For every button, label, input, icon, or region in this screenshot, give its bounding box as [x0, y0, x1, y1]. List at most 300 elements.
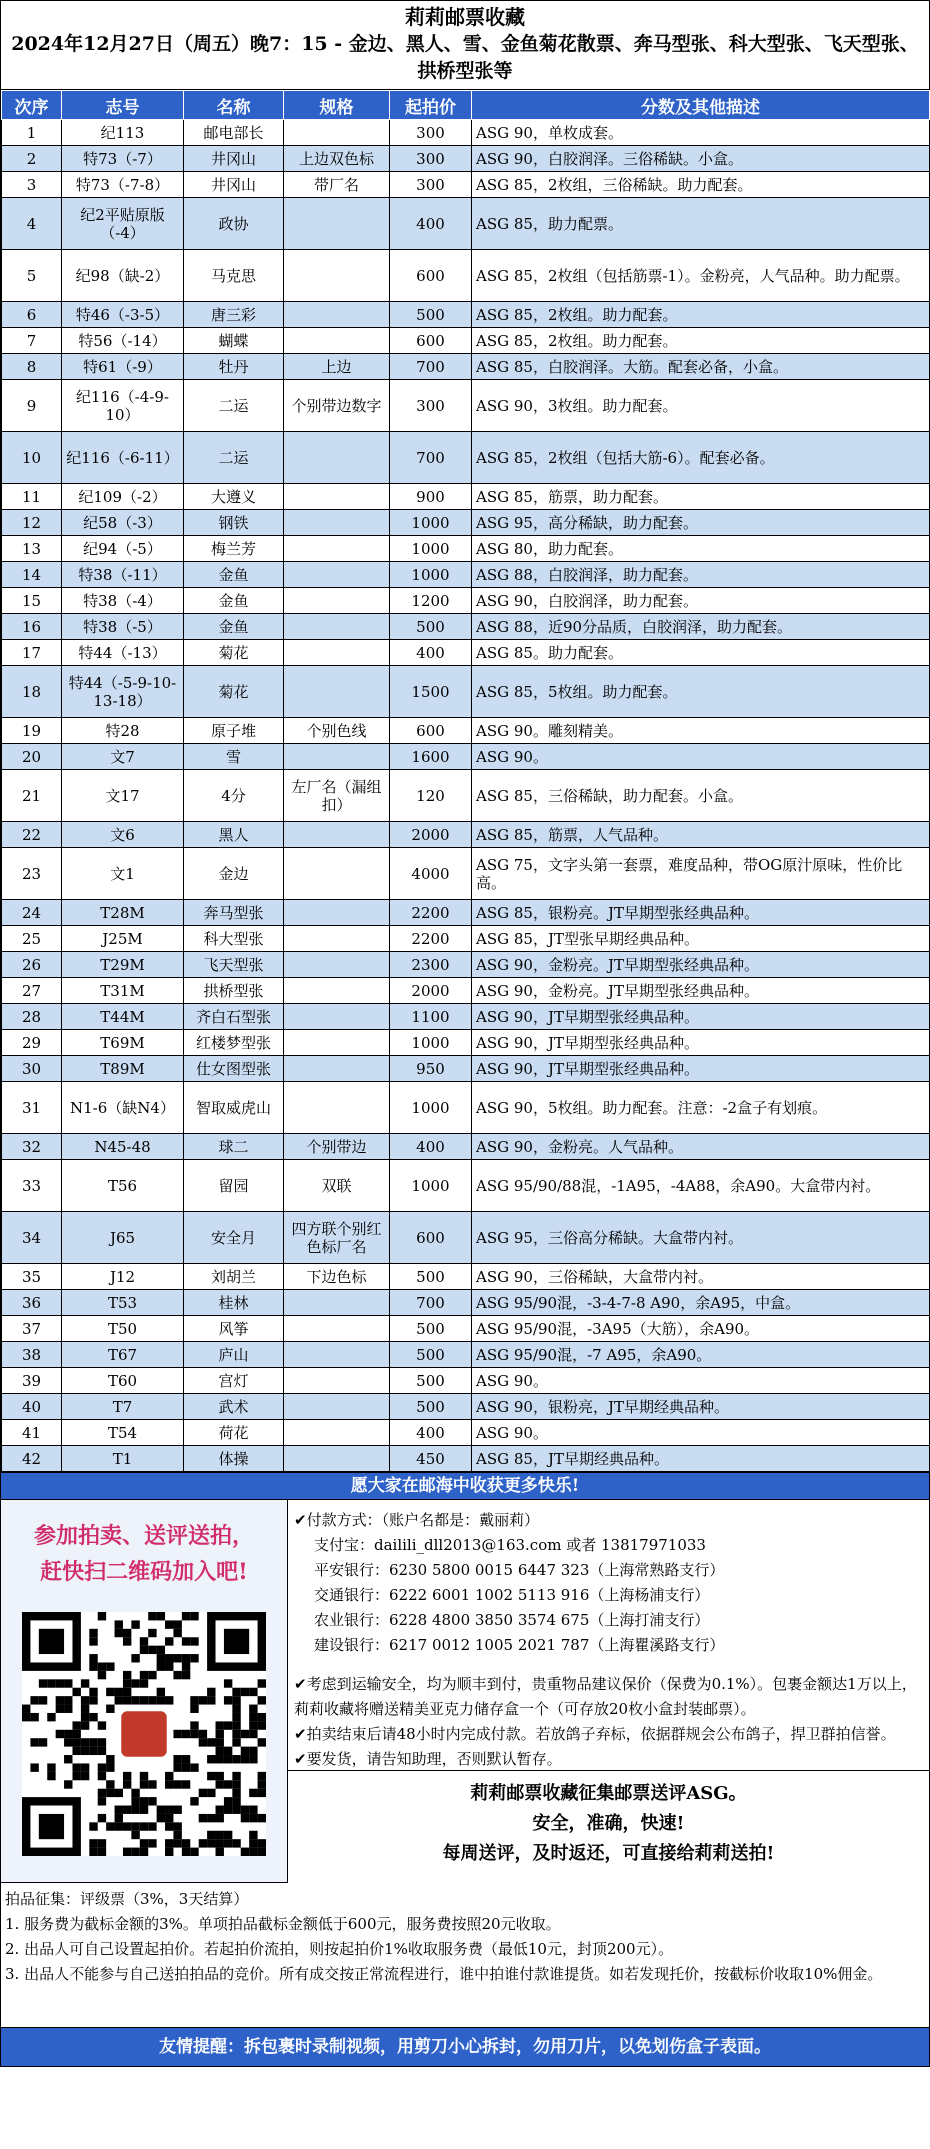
promo-line-1: 参加拍卖、送评送拍， [33, 1523, 254, 1549]
stamp-name: 黑人 [184, 822, 284, 848]
lot-description: ASG 85，5枚组。助力配套。 [472, 666, 930, 718]
stamp-code: J25M [62, 926, 184, 952]
qr-code-icon[interactable] [22, 1612, 266, 1856]
col-header-code: 志号 [62, 91, 184, 120]
lot-description: ASG 90，三俗稀缺，大盒带内衬。 [472, 1264, 930, 1290]
lot-description: ASG 85，筋票，人气品种。 [472, 822, 930, 848]
stamp-code: N1-6（缺N4） [62, 1082, 184, 1134]
stamp-code: 特38（-11） [62, 562, 184, 588]
table-row [2, 1290, 930, 1316]
start-price: 600 [390, 250, 472, 302]
table-header-row [2, 91, 930, 120]
lot-number: 28 [2, 1004, 62, 1030]
stamp-code: 特38（-4） [62, 588, 184, 614]
lot-number: 18 [2, 666, 62, 718]
stamp-code: 特61（-9） [62, 354, 184, 380]
stamp-name: 金鱼 [184, 588, 284, 614]
stamp-name: 齐白石型张 [184, 1004, 284, 1030]
stamp-spec [284, 1030, 390, 1056]
stamp-code: 特28 [62, 718, 184, 744]
table-row [2, 822, 930, 848]
alipay-line: 支付宝：dailili_dll2013@163.com 或者 13817971033 [314, 1536, 706, 1554]
stamp-code: T89M [62, 1056, 184, 1082]
table-row [2, 302, 930, 328]
table-row [2, 1446, 930, 1472]
stamp-spec [284, 1004, 390, 1030]
lot-description: ASG 90，金粉亮。JT早期型张经典品种。 [472, 978, 930, 1004]
table-row [2, 1212, 930, 1264]
table-row [2, 640, 930, 666]
stamp-code: T50 [62, 1316, 184, 1342]
stamp-spec: 左厂名（漏组扣） [284, 770, 390, 822]
lot-table-body [2, 120, 930, 1472]
slogan-line-2: 安全，准确，快速! [532, 1813, 685, 1834]
lot-number: 2 [2, 146, 62, 172]
stamp-name: 牡丹 [184, 354, 284, 380]
lot-number: 41 [2, 1420, 62, 1446]
start-price: 1600 [390, 744, 472, 770]
stamp-name: 原子堆 [184, 718, 284, 744]
table-row [2, 1004, 930, 1030]
payment-deadline-note: ✔拍卖结束后请48小时内完成付款。若放鸽子弃标，依据群规会公布鸽子，捍卫群拍信誉。 [294, 1725, 896, 1743]
stamp-name: 金边 [184, 848, 284, 900]
table-row [2, 1030, 930, 1056]
lot-number: 6 [2, 302, 62, 328]
stamp-name: 金鱼 [184, 614, 284, 640]
start-price: 300 [390, 120, 472, 146]
stamp-name: 4分 [184, 770, 284, 822]
lot-description: ASG 85，JT型张早期经典品种。 [472, 926, 930, 952]
stamp-code: 纪98（缺-2） [62, 250, 184, 302]
lot-description: ASG 90，白胶润泽。三俗稀缺。小盒。 [472, 146, 930, 172]
lot-number: 24 [2, 900, 62, 926]
table-row [2, 536, 930, 562]
start-price: 500 [390, 614, 472, 640]
bank-line: 建设银行：6217 0012 1005 2021 787（上海瞿溪路支行） [314, 1636, 725, 1654]
stamp-spec: 个别色线 [284, 718, 390, 744]
lot-description: ASG 90。 [472, 1368, 930, 1394]
start-price: 1200 [390, 588, 472, 614]
stamp-name: 红楼梦型张 [184, 1030, 284, 1056]
lot-description: ASG 95/90混，-7 A95，余A90。 [472, 1342, 930, 1368]
table-row [2, 328, 930, 354]
stamp-spec [284, 640, 390, 666]
stamp-spec: 个别带边 [284, 1134, 390, 1160]
stamp-spec [284, 926, 390, 952]
stamp-code: 文1 [62, 848, 184, 900]
lot-number: 39 [2, 1368, 62, 1394]
lot-description: ASG 90，金粉亮。JT早期型张经典品种。 [472, 952, 930, 978]
stamp-spec [284, 510, 390, 536]
col-header-name: 名称 [184, 91, 284, 120]
stamp-name: 体操 [184, 1446, 284, 1472]
lot-number: 38 [2, 1342, 62, 1368]
lot-number: 26 [2, 952, 62, 978]
lot-description: ASG 95，三俗高分稀缺。大盒带内衬。 [472, 1212, 930, 1264]
stamp-code: 特73（-7-8） [62, 172, 184, 198]
lot-number: 37 [2, 1316, 62, 1342]
stamp-code: 文17 [62, 770, 184, 822]
stamp-code: T31M [62, 978, 184, 1004]
start-price: 1500 [390, 666, 472, 718]
stamp-code: 特73（-7） [62, 146, 184, 172]
lot-number: 19 [2, 718, 62, 744]
stamp-spec [284, 1420, 390, 1446]
lot-description: ASG 85，2枚组（包括大筋-6）。配套必备。 [472, 432, 930, 484]
promo-panel [1, 1500, 288, 1882]
stamp-spec [284, 588, 390, 614]
lot-number: 4 [2, 198, 62, 250]
lot-number: 16 [2, 614, 62, 640]
stamp-code: T67 [62, 1342, 184, 1368]
table-row [2, 744, 930, 770]
lot-description: ASG 90，白胶润泽，助力配套。 [472, 588, 930, 614]
page-subtitle: 2024年12月27日（周五）晚7：15 - 金边、黑人、雪、金鱼菊花散票、奔马型张、科大型张、飞天型张、拱桥型张等 [11, 33, 919, 82]
bank-line: 平安银行：6230 5800 0015 6447 323（上海常熟路支行） [314, 1561, 725, 1579]
stamp-name: 雪 [184, 744, 284, 770]
stamp-name: 留园 [184, 1160, 284, 1212]
stamp-name: 风筝 [184, 1316, 284, 1342]
table-row [2, 978, 930, 1004]
info-section [1, 1499, 929, 1882]
lot-description: ASG 90，JT早期型张经典品种。 [472, 1004, 930, 1030]
wish-banner: 愿大家在邮海中收获更多快乐! [1, 1472, 929, 1499]
lot-description: ASG 75，文字头第一套票，难度品种，带OG原汁原味，性价比高。 [472, 848, 930, 900]
lot-number: 32 [2, 1134, 62, 1160]
lot-number: 14 [2, 562, 62, 588]
lot-description: ASG 90，3枚组。助力配套。 [472, 380, 930, 432]
table-row [2, 172, 930, 198]
start-price: 2000 [390, 822, 472, 848]
friendly-reminder: 友情提醒：拆包裹时录制视频，用剪刀小心拆封，勿用刀片，以免划伤盒子表面。 [1, 2027, 929, 2066]
stamp-name: 桂林 [184, 1290, 284, 1316]
col-header-desc: 分数及其他描述 [472, 91, 930, 120]
start-price: 2200 [390, 900, 472, 926]
stamp-name: 政协 [184, 198, 284, 250]
shipping-note: ✔考虑到运输安全，均为顺丰到付，贵重物品建议保价（保费为0.1%）。包裹金额达1万以上，莉莉收藏将赠送精美亚克力储存盒一个（可存放20枚小盒封装邮票）。 [294, 1675, 917, 1718]
start-price: 500 [390, 302, 472, 328]
stamp-code: T56 [62, 1160, 184, 1212]
stamp-code: T29M [62, 952, 184, 978]
lot-number: 22 [2, 822, 62, 848]
lot-number: 12 [2, 510, 62, 536]
stamp-spec [284, 120, 390, 146]
start-price: 4000 [390, 848, 472, 900]
lot-description: ASG 95/90/88混，-1A95，-4A88，余A90。大盒带内衬。 [472, 1160, 930, 1212]
stamp-name: 智取威虎山 [184, 1082, 284, 1134]
stamp-code: 纪116（-6-11） [62, 432, 184, 484]
start-price: 2300 [390, 952, 472, 978]
stamp-name: 刘胡兰 [184, 1264, 284, 1290]
lot-description: ASG 85，助力配票。 [472, 198, 930, 250]
lot-description: ASG 90，金粉亮。人气品种。 [472, 1134, 930, 1160]
stamp-spec [284, 1290, 390, 1316]
col-header-no: 次序 [2, 91, 62, 120]
stamp-name: 菊花 [184, 640, 284, 666]
stamp-spec [284, 250, 390, 302]
start-price: 400 [390, 640, 472, 666]
start-price: 500 [390, 1368, 472, 1394]
sheet-header [1, 1, 929, 90]
lot-description: ASG 85。助力配套。 [472, 640, 930, 666]
lot-description: ASG 90，5枚组。助力配套。注意：-2盒子有划痕。 [472, 1082, 930, 1134]
lot-description: ASG 85，银粉亮。JT早期型张经典品种。 [472, 900, 930, 926]
stamp-code: 纪109（-2） [62, 484, 184, 510]
table-row [2, 1316, 930, 1342]
lot-number: 30 [2, 1056, 62, 1082]
lot-number: 21 [2, 770, 62, 822]
stamp-code: 纪113 [62, 120, 184, 146]
stamp-spec [284, 536, 390, 562]
stamp-name: 二运 [184, 432, 284, 484]
table-row [2, 588, 930, 614]
table-row [2, 484, 930, 510]
stamp-code: T28M [62, 900, 184, 926]
stamp-name: 井冈山 [184, 146, 284, 172]
stamp-code: N45-48 [62, 1134, 184, 1160]
lot-description: ASG 90，银粉亮，JT早期经典品种。 [472, 1394, 930, 1420]
stamp-spec [284, 666, 390, 718]
promo-text [1, 1500, 287, 1590]
stamp-code: 纪116（-4-9-10） [62, 380, 184, 432]
start-price: 500 [390, 1316, 472, 1342]
table-row [2, 432, 930, 484]
stamp-name: 马克思 [184, 250, 284, 302]
stamp-code: T60 [62, 1368, 184, 1394]
stamp-code: 文6 [62, 822, 184, 848]
stamp-spec [284, 978, 390, 1004]
stamp-spec [284, 562, 390, 588]
stamp-code: T69M [62, 1030, 184, 1056]
stamp-spec [284, 614, 390, 640]
lot-number: 17 [2, 640, 62, 666]
stamp-spec [284, 484, 390, 510]
stamp-code: T7 [62, 1394, 184, 1420]
lot-number: 9 [2, 380, 62, 432]
table-row [2, 900, 930, 926]
lot-description: ASG 95，高分稀缺，助力配套。 [472, 510, 930, 536]
lot-number: 15 [2, 588, 62, 614]
lot-description: ASG 85，筋票，助力配套。 [472, 484, 930, 510]
col-header-price: 起拍价 [390, 91, 472, 120]
stamp-name: 庐山 [184, 1342, 284, 1368]
lot-description: ASG 80，助力配套。 [472, 536, 930, 562]
stamp-spec [284, 1368, 390, 1394]
start-price: 1000 [390, 1030, 472, 1056]
stamp-code: 纪2平贴原版（-4） [62, 198, 184, 250]
stamp-code: 特44（-5-9-10-13-18） [62, 666, 184, 718]
lot-description: ASG 85，2枚组。助力配套。 [472, 302, 930, 328]
start-price: 1000 [390, 510, 472, 536]
start-price: 950 [390, 1056, 472, 1082]
lot-number: 13 [2, 536, 62, 562]
stamp-spec: 双联 [284, 1160, 390, 1212]
start-price: 400 [390, 198, 472, 250]
lot-description: ASG 85，白胶润泽。大筋。配套必备，小盒。 [472, 354, 930, 380]
lot-description: ASG 85，三俗稀缺，助力配套。小盒。 [472, 770, 930, 822]
start-price: 400 [390, 1420, 472, 1446]
lot-number: 8 [2, 354, 62, 380]
stamp-name: 金鱼 [184, 562, 284, 588]
table-row [2, 666, 930, 718]
stamp-name: 安全月 [184, 1212, 284, 1264]
table-row [2, 120, 930, 146]
lot-number: 33 [2, 1160, 62, 1212]
stamp-name: 仕女图型张 [184, 1056, 284, 1082]
stamp-spec: 带厂名 [284, 172, 390, 198]
start-price: 300 [390, 380, 472, 432]
table-row [2, 198, 930, 250]
stamp-name: 蝴蝶 [184, 328, 284, 354]
stamp-spec [284, 900, 390, 926]
table-row [2, 718, 930, 744]
consignment-rules [1, 1882, 929, 2027]
stamp-name: 拱桥型张 [184, 978, 284, 1004]
lot-description: ASG 90。 [472, 744, 930, 770]
table-row [2, 1134, 930, 1160]
lot-table [1, 90, 930, 1472]
stamp-code: 纪58（-3） [62, 510, 184, 536]
table-row [2, 562, 930, 588]
stamp-name: 梅兰芳 [184, 536, 284, 562]
stamp-name: 二运 [184, 380, 284, 432]
lot-number: 42 [2, 1446, 62, 1472]
start-price: 600 [390, 328, 472, 354]
start-price: 120 [390, 770, 472, 822]
start-price: 500 [390, 1264, 472, 1290]
lot-number: 34 [2, 1212, 62, 1264]
bank-line: 农业银行：6228 4800 3850 3574 675（上海打浦支行） [314, 1611, 710, 1629]
stamp-code: J65 [62, 1212, 184, 1264]
stamp-spec [284, 432, 390, 484]
stamp-name: 井冈山 [184, 172, 284, 198]
table-row [2, 1160, 930, 1212]
lot-number: 31 [2, 1082, 62, 1134]
stamp-spec [284, 1056, 390, 1082]
table-row [2, 1082, 930, 1134]
stamp-code: 特38（-5） [62, 614, 184, 640]
table-row [2, 510, 930, 536]
start-price: 600 [390, 1212, 472, 1264]
stamp-code: 特46（-3-5） [62, 302, 184, 328]
slogan-box [288, 1770, 929, 1891]
start-price: 600 [390, 718, 472, 744]
stamp-name: 荷花 [184, 1420, 284, 1446]
stamp-spec [284, 952, 390, 978]
payment-title: ✔付款方式：（账户名都是：戴丽莉） [294, 1511, 540, 1529]
lot-description: ASG 85，2枚组（包括筋票-1）。金粉亮，人气品种。助力配票。 [472, 250, 930, 302]
table-row [2, 770, 930, 822]
table-row [2, 1264, 930, 1290]
table-row [2, 1394, 930, 1420]
lot-description: ASG 90。 [472, 1420, 930, 1446]
start-price: 500 [390, 1394, 472, 1420]
table-row [2, 354, 930, 380]
stamp-code: T1 [62, 1446, 184, 1472]
start-price: 300 [390, 146, 472, 172]
stamp-spec [284, 198, 390, 250]
lot-number: 3 [2, 172, 62, 198]
lot-description: ASG 95/90混，-3-4-7-8 A90，余A95，中盒。 [472, 1290, 930, 1316]
lot-description: ASG 90，JT早期型张经典品种。 [472, 1030, 930, 1056]
lot-description: ASG 85，JT早期经典品种。 [472, 1446, 930, 1472]
promo-line-2: 赶快扫二维码加入吧! [40, 1559, 248, 1585]
payment-info [288, 1500, 929, 1770]
lot-number: 20 [2, 744, 62, 770]
table-row [2, 250, 930, 302]
lot-number: 40 [2, 1394, 62, 1420]
start-price: 2200 [390, 926, 472, 952]
bank-line: 交通银行：6222 6001 1002 5113 916（上海杨浦支行） [314, 1586, 710, 1604]
start-price: 1000 [390, 536, 472, 562]
stamp-spec [284, 1394, 390, 1420]
stamp-name: 菊花 [184, 666, 284, 718]
lot-number: 25 [2, 926, 62, 952]
slogan-line-1: 莉莉邮票收藏征集邮票送评ASG。 [470, 1783, 747, 1804]
start-price: 400 [390, 1134, 472, 1160]
lot-number: 1 [2, 120, 62, 146]
delivery-note: ✔要发货，请告知助理，否则默认暂存。 [294, 1750, 562, 1768]
table-row [2, 614, 930, 640]
stamp-code: T53 [62, 1290, 184, 1316]
stamp-name: 唐三彩 [184, 302, 284, 328]
stamp-spec [284, 1316, 390, 1342]
slogan-line-3: 每周送评，及时返还，可直接给莉莉送拍! [442, 1843, 775, 1864]
start-price: 1100 [390, 1004, 472, 1030]
stamp-name: 钢铁 [184, 510, 284, 536]
lot-description: ASG 85，2枚组。助力配套。 [472, 328, 930, 354]
table-row [2, 1368, 930, 1394]
stamp-code: 特44（-13） [62, 640, 184, 666]
table-row [2, 1056, 930, 1082]
lot-number: 7 [2, 328, 62, 354]
lot-number: 5 [2, 250, 62, 302]
rule-item: 3. 出品人不能参与自己送拍拍品的竞价。所有成交按正常流程进行，谁中拍谁付款谁提货。如若发现托价，按截标价收取10%佣金。 [5, 1965, 883, 1983]
page-title: 莉莉邮票收藏 [405, 5, 525, 29]
start-price: 1000 [390, 1160, 472, 1212]
stamp-spec [284, 328, 390, 354]
stamp-code: 文7 [62, 744, 184, 770]
stamp-spec [284, 1082, 390, 1134]
lot-number: 29 [2, 1030, 62, 1056]
stamp-spec: 个别带边数字 [284, 380, 390, 432]
stamp-spec: 下边色标 [284, 1264, 390, 1290]
stamp-spec [284, 822, 390, 848]
start-price: 900 [390, 484, 472, 510]
table-row [2, 380, 930, 432]
lot-number: 27 [2, 978, 62, 1004]
lot-description: ASG 85，2枚组，三俗稀缺。助力配套。 [472, 172, 930, 198]
stamp-code: J12 [62, 1264, 184, 1290]
start-price: 700 [390, 1290, 472, 1316]
stamp-spec [284, 1446, 390, 1472]
col-header-spec: 规格 [284, 91, 390, 120]
table-row [2, 926, 930, 952]
rule-item: 2. 出品人可自己设置起拍价。若起拍价流拍，则按起拍价1%收取服务费（最低10元，封顶200元）。 [5, 1940, 674, 1958]
stamp-name: 球二 [184, 1134, 284, 1160]
rule-item: 1. 服务费为截标金额的3%。单项拍品截标金额低于600元，服务费按照20元收取。 [5, 1915, 561, 1933]
table-row [2, 146, 930, 172]
lot-number: 23 [2, 848, 62, 900]
rules-title: 拍品征集：评级票（3%，3天结算） [5, 1890, 249, 1908]
start-price: 1000 [390, 1082, 472, 1134]
start-price: 500 [390, 1342, 472, 1368]
stamp-name: 武术 [184, 1394, 284, 1420]
stamp-spec: 四方联个别红色标厂名 [284, 1212, 390, 1264]
start-price: 300 [390, 172, 472, 198]
lot-description: ASG 95/90混，-3A95（大筋），余A90。 [472, 1316, 930, 1342]
table-row [2, 1342, 930, 1368]
